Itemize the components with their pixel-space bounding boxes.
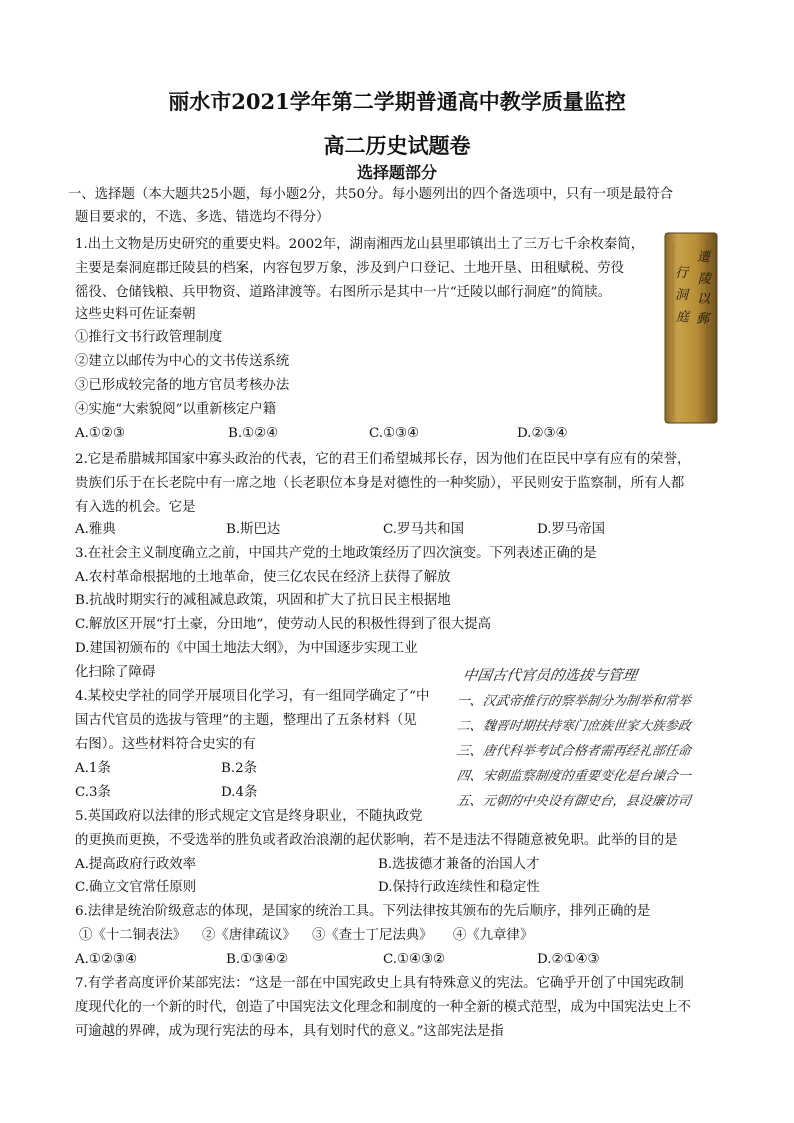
question-4-stem: 4.某校史学社的同学开展项目化学习，有一组同学确定了“中 xyxy=(75,689,430,704)
question-3-option-d-cont: 化扫除了障碍 xyxy=(75,665,156,680)
question-4-option-b[interactable]: B.2条 xyxy=(221,761,258,776)
question-1-item: ②建立以邮传为中心的文书传送系统 xyxy=(75,354,290,369)
handwritten-line: 三、唐代科举考试合格者需再经礼部任命 xyxy=(455,744,692,759)
question-2-option-b[interactable]: B.斯巴达 xyxy=(226,522,281,537)
bamboo-slip-image xyxy=(663,231,719,425)
slip-glyph-4: 郵 xyxy=(696,312,710,327)
question-6-option-d[interactable]: D.②①④③ xyxy=(537,952,600,967)
slip-glyph-7: 庭 xyxy=(676,310,690,325)
question-7-stem: 7.有学者高度评价某部宪法：“这是一部在中国宪政史上具有特殊意义的宪法。它确乎开创了中国宪政制 xyxy=(75,976,684,991)
question-3-option-b[interactable]: B.抗战时期实行的减租减息政策，巩固和扩大了抗日民主根据地 xyxy=(75,593,451,608)
question-5-option-c[interactable]: C.确立文官常任原则 xyxy=(75,880,197,895)
question-1-stem: 徭役、仓储钱粮、兵甲物资、道路津渡等。右图所示是其中一片“迁陵以邮行洞庭”的简牍。 xyxy=(75,285,611,300)
question-4-stem: 国古代官员的选拔与管理”的主题，整理出了五条材料（见 xyxy=(75,713,417,728)
question-4-option-a[interactable]: A.1条 xyxy=(75,761,111,776)
question-1-stem: 主要是秦洞庭郡迁陵县的档案，内容包罗万象，涉及到户口登记、土地开垦、田租赋税、劳役 xyxy=(75,261,625,276)
question-3-stem: 3.在社会主义制度确立之前，中国共产党的土地政策经历了四次演变。下列表述正确的是 xyxy=(75,546,597,561)
question-5-option-a[interactable]: A.提高政府行政效率 xyxy=(75,857,197,872)
handwritten-line: 五、元朝的中央设有御史台，县设廉访司 xyxy=(455,794,692,809)
exam-title: 丽水市2021学年第二学期普通高中教学质量监控 xyxy=(168,89,626,114)
handwritten-line: 四、宋朝监察制度的重要变化是台谏合一 xyxy=(455,769,692,784)
slip-glyph-6: 洞 xyxy=(675,288,689,303)
handwritten-notes-figure xyxy=(457,664,715,820)
question-5-stem: 5.英国政府以法律的形式规定文官是终身职业，不随执政党 xyxy=(75,809,423,824)
question-6-stem: 6.法律是统治阶级意志的体现，是国家的统治工具。下列法律按其颁布的先后顺序，排列正确的是 xyxy=(75,904,651,919)
slip-glyph-5: 行 xyxy=(675,266,689,281)
question-4-option-c[interactable]: C.3条 xyxy=(75,785,111,800)
question-3-option-d[interactable]: D.建国初颁布的《中国土地法大纲》，为中国逐步实现工业 xyxy=(75,641,418,656)
question-5-option-b[interactable]: B.选拔德才兼备的治国人才 xyxy=(378,857,540,872)
question-6-item: ②《唐律疏议》 xyxy=(202,928,296,943)
question-2-option-a[interactable]: A.雅典 xyxy=(75,522,116,537)
instructions-line: 一、选择题（本大题共25小题，每小题2分，共50分。每小题列出的四个备选项中，只有一项是最符合 xyxy=(68,187,674,202)
question-5-stem: 的更换而更换，不受选举的胜负或者政治浪潮的起伏影响，若不是违法不得随意被免职。此举的目的是 xyxy=(75,833,678,848)
question-1-item: ③已形成较完备的地方官员考核办法 xyxy=(75,378,290,393)
question-1-option-a[interactable]: A.①②③ xyxy=(75,426,125,441)
question-1-stem: 1.出土文物是历史研究的重要史料。2002年，湖南湘西龙山县里耶镇出土了三万七千余枚秦简， xyxy=(75,237,645,252)
question-1-option-c[interactable]: C.①③④ xyxy=(369,426,420,441)
question-6-option-a[interactable]: A.①②③④ xyxy=(75,952,137,967)
handwritten-line: 一、汉武帝推行的察举制分为制举和常举 xyxy=(455,694,692,709)
question-1-item: ①推行文书行政管理制度 xyxy=(75,330,223,345)
question-1-option-b[interactable]: B.①②④ xyxy=(228,426,279,441)
slip-glyph-3: 以 xyxy=(697,292,711,307)
question-2-stem: 贵族们乐于在长老院中有一席之地（长老职位本身是对德性的一种奖励），平民则安于监察制，所有人都 xyxy=(75,476,685,491)
question-7-stem: 可逾越的界碑，成为现行宪法的母本，具有划时代的意义。”这部宪法是指 xyxy=(75,1024,504,1039)
question-2-option-c[interactable]: C.罗马共和国 xyxy=(383,522,464,537)
question-6-item: ④《九章律》 xyxy=(453,928,534,943)
instructions-line: 题目要求的，不选、多选、错选均不得分） xyxy=(75,210,330,225)
question-1-stem: 这些史料可佐证秦朝 xyxy=(75,307,196,322)
exam-subtitle: 高二历史试题卷 xyxy=(323,133,471,158)
question-6-item: ①《十二铜表法》 xyxy=(79,928,187,943)
handwritten-line: 二、魏晋时期扶持寒门庶族世家大族参政 xyxy=(455,719,692,734)
question-6-option-b[interactable]: B.①③④② xyxy=(226,952,289,967)
section-title: 选择题部分 xyxy=(356,163,437,182)
question-2-stem: 2.它是希腊城邦国家中寡头政治的代表，它的君王们希望城邦长存，因为他们在臣民中享有应有的荣誉， xyxy=(75,452,691,467)
question-3-option-a[interactable]: A.农村革命根据地的土地革命，使三亿农民在经济上获得了解放 xyxy=(75,570,451,585)
question-7-stem: 度现代化的一个新的时代，创造了中国宪法文化理念和制度的一种全新的模式范型，成为中国宪法史上不 xyxy=(75,1000,691,1015)
question-1-option-d[interactable]: D.②③④ xyxy=(517,426,568,441)
question-2-stem: 有入选的机会。它是 xyxy=(75,500,196,515)
question-4-stem: 右图）。这些材料符合史实的有 xyxy=(75,737,256,752)
question-1-item: ④实施“大索貌阅”以重新核定户籍 xyxy=(75,402,277,417)
question-5-option-d[interactable]: D.保持行政连续性和稳定性 xyxy=(378,880,540,895)
question-6-item: ③《查士丁尼法典》 xyxy=(312,928,433,943)
slip-glyph-1: 遷 xyxy=(697,250,711,265)
question-2-option-d[interactable]: D.罗马帝国 xyxy=(537,522,606,537)
question-4-option-d[interactable]: D.4条 xyxy=(221,785,258,800)
question-3-option-c[interactable]: C.解放区开展“打土豪，分田地”，使劳动人民的积极性得到了很大提高 xyxy=(75,617,492,632)
handwritten-title: 中国古代官员的选拔与管理 xyxy=(461,668,638,684)
slip-glyph-2: 陵 xyxy=(698,272,712,287)
question-6-option-c[interactable]: C.①④③② xyxy=(383,952,446,967)
